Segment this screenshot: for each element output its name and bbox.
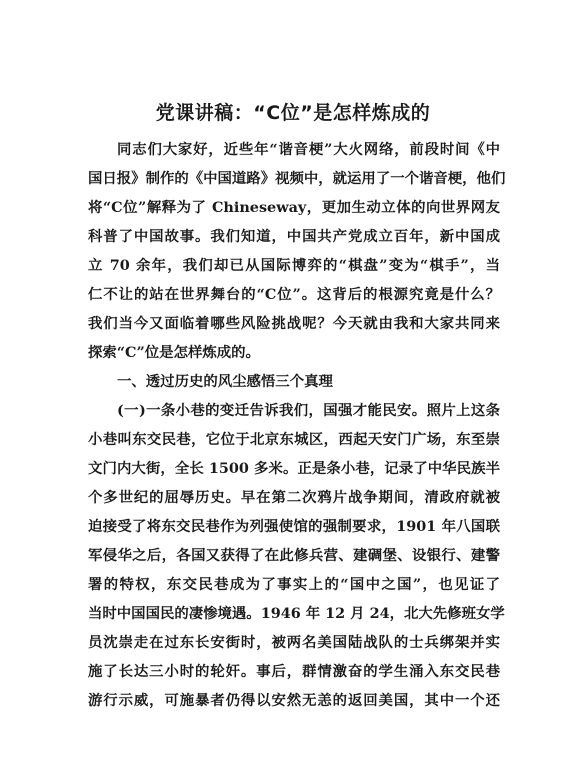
section-heading: 一、透过历史的风尘感悟三个真理: [117, 374, 333, 390]
body-text-line: 迫接受了将东交民巷作为列强使馆的强制要求，1901 年八国联: [88, 518, 500, 535]
body-text-line: 小巷叫东交民巷，它位于北京东城区，西起天安门广场，东至崇: [88, 431, 500, 448]
body-text-line: 科普了中国故事。我们知道，中国共产党成立百年，新中国成: [88, 228, 500, 245]
body-text-line: 将“C位”解释为了 Chineseway，更加生动立体的向世界网友: [88, 199, 500, 216]
body-text-line: 员沈崇走在过东长安街时，被两名美国陆战队的士兵绑架并实: [88, 634, 500, 651]
body-text-line: 当时中国国民的凄惨境遇。1946 年 12 月 24，北大先修班女学: [88, 605, 505, 622]
body-text-line: 立 70 余年，我们却已从国际博弈的“棋盘”变为“棋手”，当: [88, 257, 500, 274]
body-text-line: 同志们大家好，近些年“谐音梗”大火网络，前段时间《中: [117, 141, 500, 158]
body-text-line: 游行示威，可施暴者仍得以安然无恙的返回美国，其中一个还: [88, 692, 500, 709]
body-text-line: 探索“C”位是怎样炼成的。: [88, 344, 260, 361]
body-text-line: 文门内大街，全长 1500 多米。正是条小巷，记录了中华民族半: [88, 460, 500, 477]
body-text-line: 国日报》制作的《中国道路》视频中，就运用了一个谐音梗，他们: [88, 170, 506, 187]
body-text-line: 个多世纪的屈辱历史。早在第二次鸦片战争期间，清政府就被: [88, 489, 500, 506]
body-text-line: 仁不让的站在世界舞台的“C位”。这背后的根源究竟是什么？: [88, 286, 500, 303]
body-text-line: (一)一条小巷的变迁告诉我们，国强才能民安。照片上这条: [117, 402, 500, 419]
page-title: 党课讲稿：“C位”是怎样炼成的: [155, 102, 431, 124]
body-text-line: 我们当今又面临着哪些风险挑战呢？今天就由我和大家共同来: [88, 315, 500, 332]
body-text-line: 署的特权，东交民巷成为了事实上的“国中之国”，也见证了: [88, 576, 500, 593]
body-text-line: 施了长达三小时的轮奸。事后，群情激奋的学生涌入东交民巷: [88, 663, 500, 680]
body-text-line: 军侵华之后，各国又获得了在此修兵营、建碉堡、设银行、建警: [88, 547, 500, 564]
